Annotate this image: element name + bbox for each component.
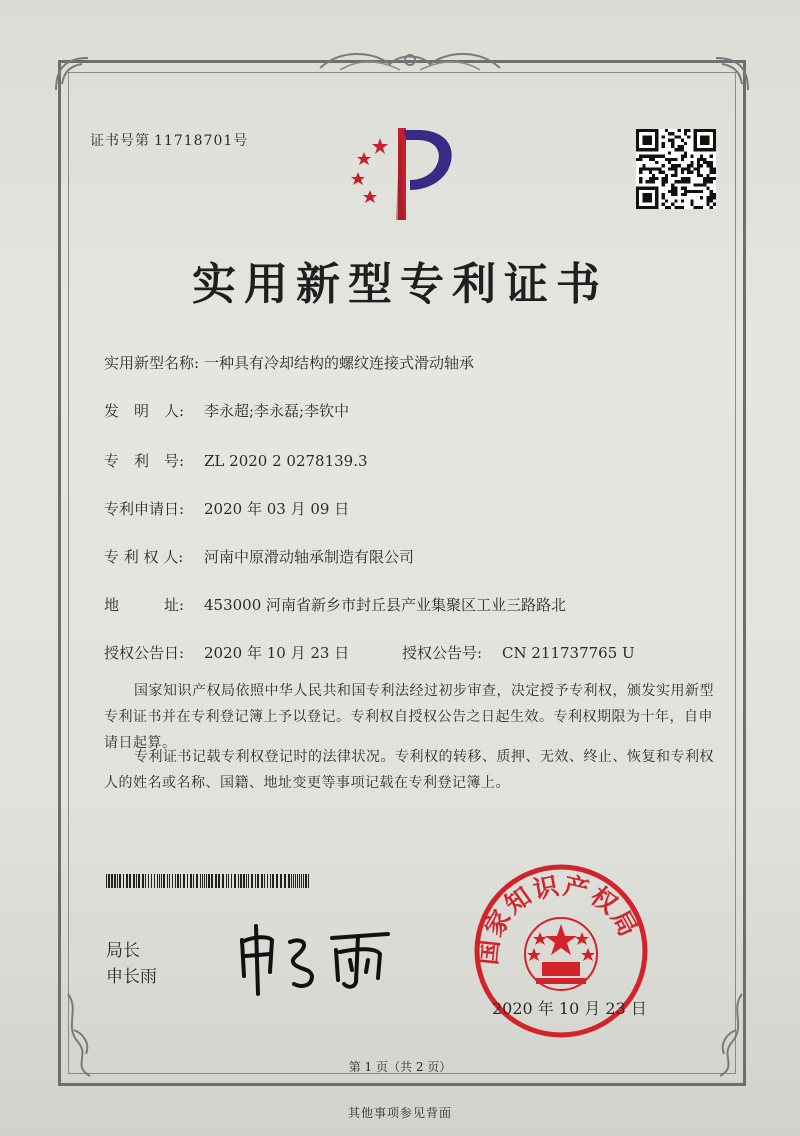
- field-value: 河南中原滑动轴承制造有限公司: [204, 548, 415, 566]
- signatory-name: 申长雨: [106, 967, 157, 987]
- field-value: 453000 河南省新乡市封丘县产业集聚区工业三路路北: [204, 596, 567, 614]
- field-label: 授权公告日:: [104, 644, 185, 662]
- field-label: 授权公告号:: [402, 644, 483, 662]
- field-value: ZL 2020 2 0278139.3: [204, 452, 368, 470]
- field-value: CN 211737765 U: [502, 644, 635, 662]
- field-value: 2020 年 03 月 09 日: [204, 500, 350, 518]
- field-label: 发 明 人:: [104, 402, 185, 420]
- certificate-number: [90, 130, 248, 150]
- footer-note: 其他事项参见背面: [347, 1106, 452, 1120]
- corner-ornament-tr: [712, 54, 752, 94]
- field-label: 地 址:: [104, 596, 185, 614]
- field-address: [104, 594, 566, 615]
- field-label: 专 利 号:: [104, 452, 185, 470]
- certificate-number-label: 证书号第: [90, 133, 150, 149]
- field-label: 专利申请日:: [104, 500, 185, 518]
- field-utility-model-name: [104, 352, 474, 373]
- field-filing-date: [104, 498, 349, 519]
- cnipa-logo: [340, 120, 470, 230]
- seal-date: 2020 年 10 月 23 日: [492, 999, 647, 1018]
- field-grant-date: [104, 642, 349, 663]
- svg-text:国家知识产权局: 国家知识产权局: [473, 870, 644, 967]
- certificate-number-value: 11718701: [154, 133, 234, 149]
- qr-code: [636, 128, 716, 210]
- top-ornament: [310, 44, 510, 78]
- page-indicator: 第 1 页（共 2 页）: [348, 1060, 452, 1074]
- barcode: [106, 874, 312, 888]
- legal-status-note: 专利证书记载专利权登记时的法律状况。专利权的转移、质押、无效、终止、恢复和专利权人的姓名或名称、国籍、地址变更等事项记载在专利登记簿上。: [104, 749, 714, 791]
- field-label: 实用新型名称:: [104, 354, 200, 372]
- field-patent-number: [104, 450, 368, 471]
- corner-ornament-tl: [52, 54, 92, 94]
- field-grant-number: [402, 642, 635, 663]
- handwritten-signature: [228, 912, 408, 996]
- field-value: 一种具有冷却结构的螺纹连接式滑动轴承: [204, 354, 475, 372]
- field-value: 李永超;李永磊;李钦中: [204, 402, 350, 420]
- certificate-number-suffix: 号: [233, 133, 249, 149]
- field-patentee: [104, 546, 414, 567]
- certificate-title: 实用新型专利证书: [192, 259, 608, 310]
- grant-statement: 国家知识产权局依照中华人民共和国专利法经过初步审查，决定授予专利权，颁发实用新型专利证书并在专利登记簿上予以登记。专利权自授权公告之日起生效。专利权期限为十年，自申请日起算。: [104, 683, 714, 751]
- field-value: 2020 年 10 月 23 日: [204, 644, 350, 662]
- field-inventor: [104, 400, 349, 421]
- field-label: 专 利 权 人:: [104, 548, 184, 566]
- signatory-title: 局长: [106, 941, 140, 961]
